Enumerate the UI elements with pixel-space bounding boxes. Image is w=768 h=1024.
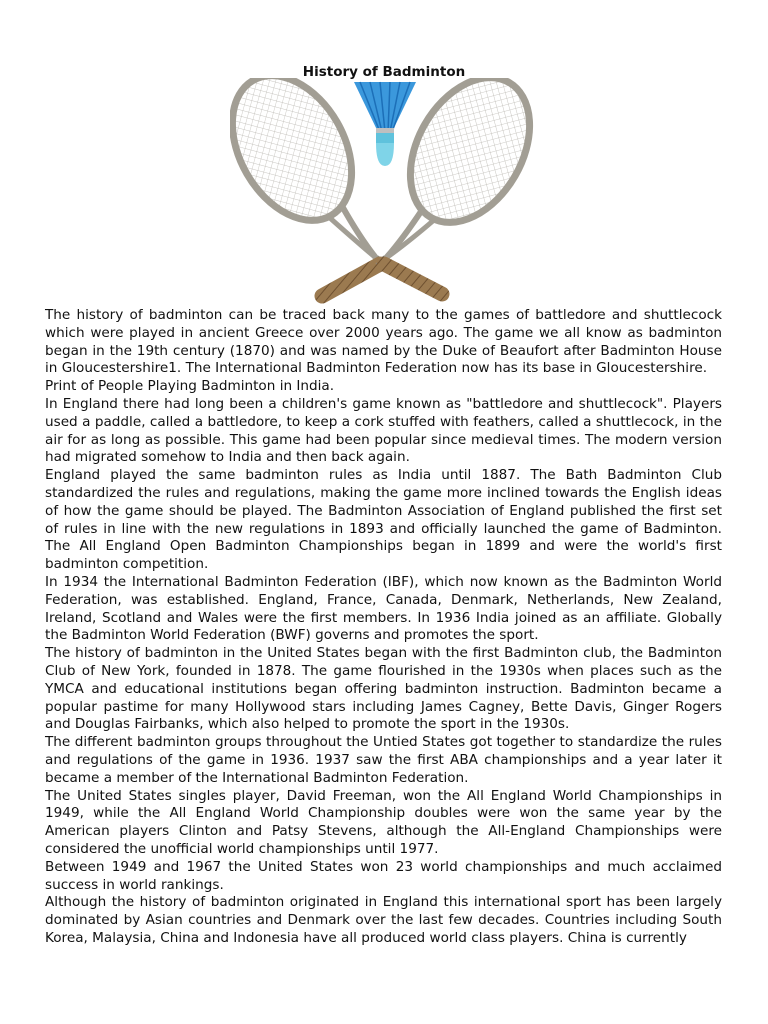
page-title: History of Badminton	[302, 64, 466, 80]
paragraph: In England there had long been a children's game known as "battledore and shuttlecock". Players used a paddle, called a battledore, to keep a cork stuffed with feathers, called a shuttlecock, in the air for as long as possible. This game had been popular since medieval times. The modern version had migrated somehow to India and then back again.	[45, 395, 722, 466]
left-racket	[230, 78, 384, 296]
paragraph: Although the history of badminton originated in England this international sport has been largely dominated by Asian countries and Denmark over the last few decades. Countries including South Korea, Malaysia, China and Indonesia have all produced world class players. China is currently	[45, 894, 722, 946]
crossed-rackets-shuttlecock-icon	[230, 78, 540, 306]
paragraph: Between 1949 and 1967 the United States won 23 world championships and much acclaimed success in world rankings.	[45, 858, 722, 893]
paragraph: Print of People Playing Badminton in India.	[45, 378, 335, 395]
badminton-illustration	[230, 78, 540, 306]
paragraph: The history of badminton can be traced back many to the games of battledore and shuttlecock which were played in ancient Greece over 2000 years ago. The game we all know as badminton began in the 19th century (1870) and was named by the Duke of Beaufort after Badminton House in Gloucestershire1. The International Badminton Federation now has its base in Gloucestershire.	[45, 307, 722, 377]
paragraph: In 1934 the International Badminton Federation (IBF), which now known as the Badminton World Federation, was established. England, France, Canada, Denmark, Netherlands, New Zealand, Ireland, Scotland and Wales were the first members. In 1936 India joined as an affiliate. Globally the Badminton World Federation (BWF) governs and promotes the sport.	[45, 573, 722, 644]
paragraph: England played the same badminton rules as India until 1887. The Bath Badminton Club standardized the rules and regulations, making the game more inclined towards the English ideas of how the game should be played. The Badminton Association of England published the first set of rules in line with the new regulations in 1893 and officially launched the game of Badminton. The All England Open Badminton Championships began in 1899 and were the world's first badminton competition.	[45, 467, 722, 573]
paragraph: The different badminton groups throughout the Untied States got together to standardize the rules and regulations of the game in 1936. 1937 saw the first ABA championships and a year later it became a member of the International Badminton Federation.	[45, 734, 722, 786]
shuttlecock	[354, 82, 416, 166]
paragraph: The United States singles player, David Freeman, won the All England World Championships in 1949, while the All England World Championship doubles were won the same year by the American players Clinton and Patsy Stevens, although the All-England Championships were considered the unofficial world championships until 1977.	[45, 787, 722, 857]
article-body	[45, 307, 722, 948]
paragraph: The history of badminton in the United States began with the first Badminton club, the Badminton Club of New York, founded in 1878. The game flourished in the 1930s when places such as the YMCA and educational institutions began offering badminton instruction. Badminton became a popular pastime for many Hollywood stars including James Cagney, Bette Davis, Ginger Rogers and Douglas Fairbanks, which also helped to promote the sport in the 1930s.	[45, 645, 722, 733]
